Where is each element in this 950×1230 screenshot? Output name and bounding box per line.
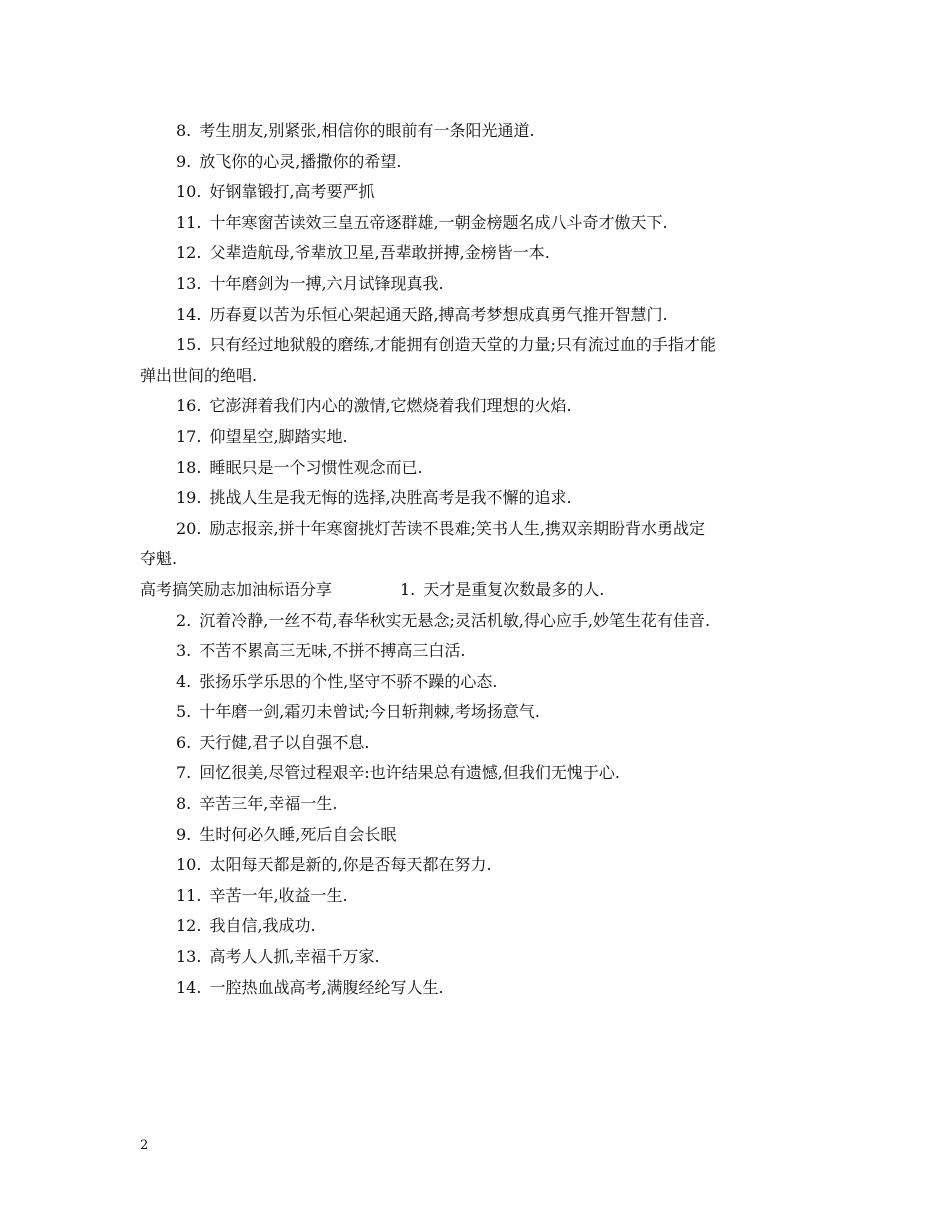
item-text: 睡眠只是一个习惯性观念而已. [209, 457, 423, 477]
list-item [140, 422, 820, 453]
item-text: 我自信,我成功. [209, 916, 316, 936]
section-heading: 高考搞笑励志加油标语分享 [140, 579, 333, 599]
list-item [140, 758, 820, 789]
list-item [140, 973, 820, 1004]
item-text: 天才是重复次数最多的人. [423, 579, 605, 599]
paragraph-continuation [140, 544, 820, 575]
list-item [140, 147, 820, 178]
item-number: 13. [176, 947, 202, 967]
list-item [140, 208, 820, 239]
list-item [140, 789, 820, 820]
list-item [140, 697, 820, 728]
section-heading-row [140, 575, 820, 606]
list-item [140, 177, 820, 208]
list-item [140, 942, 820, 973]
item-text: 好钢靠锻打,高考要严抓 [209, 182, 375, 202]
list-item [140, 728, 820, 759]
item-number: 8. [176, 794, 192, 814]
list-item [140, 911, 820, 942]
item-text: 它澎湃着我们内心的激情,它燃烧着我们理想的火焰. [209, 396, 572, 416]
list-item [140, 606, 820, 637]
item-text: 沉着冷静,一丝不苟,春华秋实无悬念;灵活机敏,得心应手,妙笔生花有佳音. [199, 610, 711, 630]
item-text: 父辈造航母,爷辈放卫星,吾辈敢拼搏,金榜皆一本. [209, 243, 550, 263]
item-text: 张扬乐学乐思的个性,坚守不骄不躁的心态. [199, 671, 498, 691]
item-number: 5. [176, 702, 192, 722]
item-text: 挑战人生是我无悔的选择,决胜高考是我不懈的追求. [209, 488, 572, 508]
item-number: 10. [176, 182, 202, 202]
item-text: 仰望星空,脚踏实地. [209, 426, 348, 446]
list-item [140, 850, 820, 881]
item-text: 天行健,君子以自强不息. [199, 732, 370, 752]
list-item [140, 116, 820, 147]
item-text: 十年磨一剑,霜刃未曾试;今日斩荆棘,考场扬意气. [199, 702, 540, 722]
item-number: 7. [176, 763, 192, 783]
item-text: 回忆很美,尽管过程艰辛:也许结果总有遗憾,但我们无愧于心. [199, 763, 620, 783]
list-item [140, 881, 820, 912]
item-number: 14. [176, 304, 202, 324]
item-number: 4. [176, 671, 192, 691]
item-number: 18. [176, 457, 202, 477]
item-number: 11. [176, 212, 202, 232]
line-text: 弹出世间的绝唱. [140, 365, 258, 385]
item-text: 一腔热血战高考,满腹经纶写人生. [209, 977, 444, 997]
list-item [140, 820, 820, 851]
item-number: 14. [176, 977, 202, 997]
item-text: 辛苦一年,收益一生. [209, 885, 348, 905]
item-text: 十年寒窗苦读效三皇五帝逐群雄,一朝金榜题名成八斗奇才傲天下. [209, 212, 668, 232]
list-item [140, 391, 820, 422]
item-text: 考生朋友,别紧张,相信你的眼前有一条阳光通道. [199, 121, 535, 140]
list-item [140, 514, 820, 545]
item-number: 8. [176, 121, 192, 140]
page-number: 2 [140, 1138, 149, 1153]
item-number: 2. [176, 610, 192, 630]
item-number: 9. [176, 151, 192, 171]
item-number: 13. [176, 273, 202, 293]
line-text: 夺魁. [140, 549, 178, 569]
item-number: 3. [176, 641, 192, 661]
list-item [140, 483, 820, 514]
item-number: 12. [176, 243, 202, 263]
item-number: 20. [176, 518, 202, 538]
item-text: 生时何必久睡,死后自会长眠 [199, 824, 397, 844]
item-number: 11. [176, 885, 202, 905]
item-text: 只有经过地狱般的磨练,才能拥有创造天堂的力量;只有流过血的手指才能 [209, 335, 716, 355]
list-item [140, 453, 820, 484]
item-text: 高考人人抓,幸福千万家. [209, 947, 380, 967]
item-text: 十年磨剑为一搏,六月试锋现真我. [209, 273, 444, 293]
item-number: 9. [176, 824, 192, 844]
item-number: 12. [176, 916, 202, 936]
list-item [140, 636, 820, 667]
item-text: 励志报亲,拼十年寒窗挑灯苦读不畏难;笑书人生,携双亲期盼背水勇战定 [209, 518, 706, 538]
item-text: 辛苦三年,幸福一生. [199, 794, 338, 814]
item-number: 15. [176, 335, 202, 355]
item-number: 17. [176, 426, 202, 446]
item-number: 19. [176, 488, 202, 508]
item-text: 太阳每天都是新的,你是否每天都在努力. [209, 855, 492, 875]
list-item [140, 330, 820, 361]
item-text: 放飞你的心灵,播撒你的希望. [199, 151, 402, 171]
item-number: 10. [176, 855, 202, 875]
list-item [140, 667, 820, 698]
item-text: 不苦不累高三无味,不拼不搏高三白活. [199, 641, 466, 661]
item-number: 16. [176, 396, 202, 416]
item-number: 1. [400, 579, 416, 599]
item-number: 6. [176, 732, 192, 752]
paragraph-continuation [140, 361, 820, 392]
item-text: 历春夏以苦为乐恒心架起通天路,搏高考梦想成真勇气推开智慧门. [209, 304, 668, 324]
document-body [140, 116, 820, 1003]
list-item [140, 238, 820, 269]
list-item [140, 269, 820, 300]
list-item [140, 300, 820, 331]
